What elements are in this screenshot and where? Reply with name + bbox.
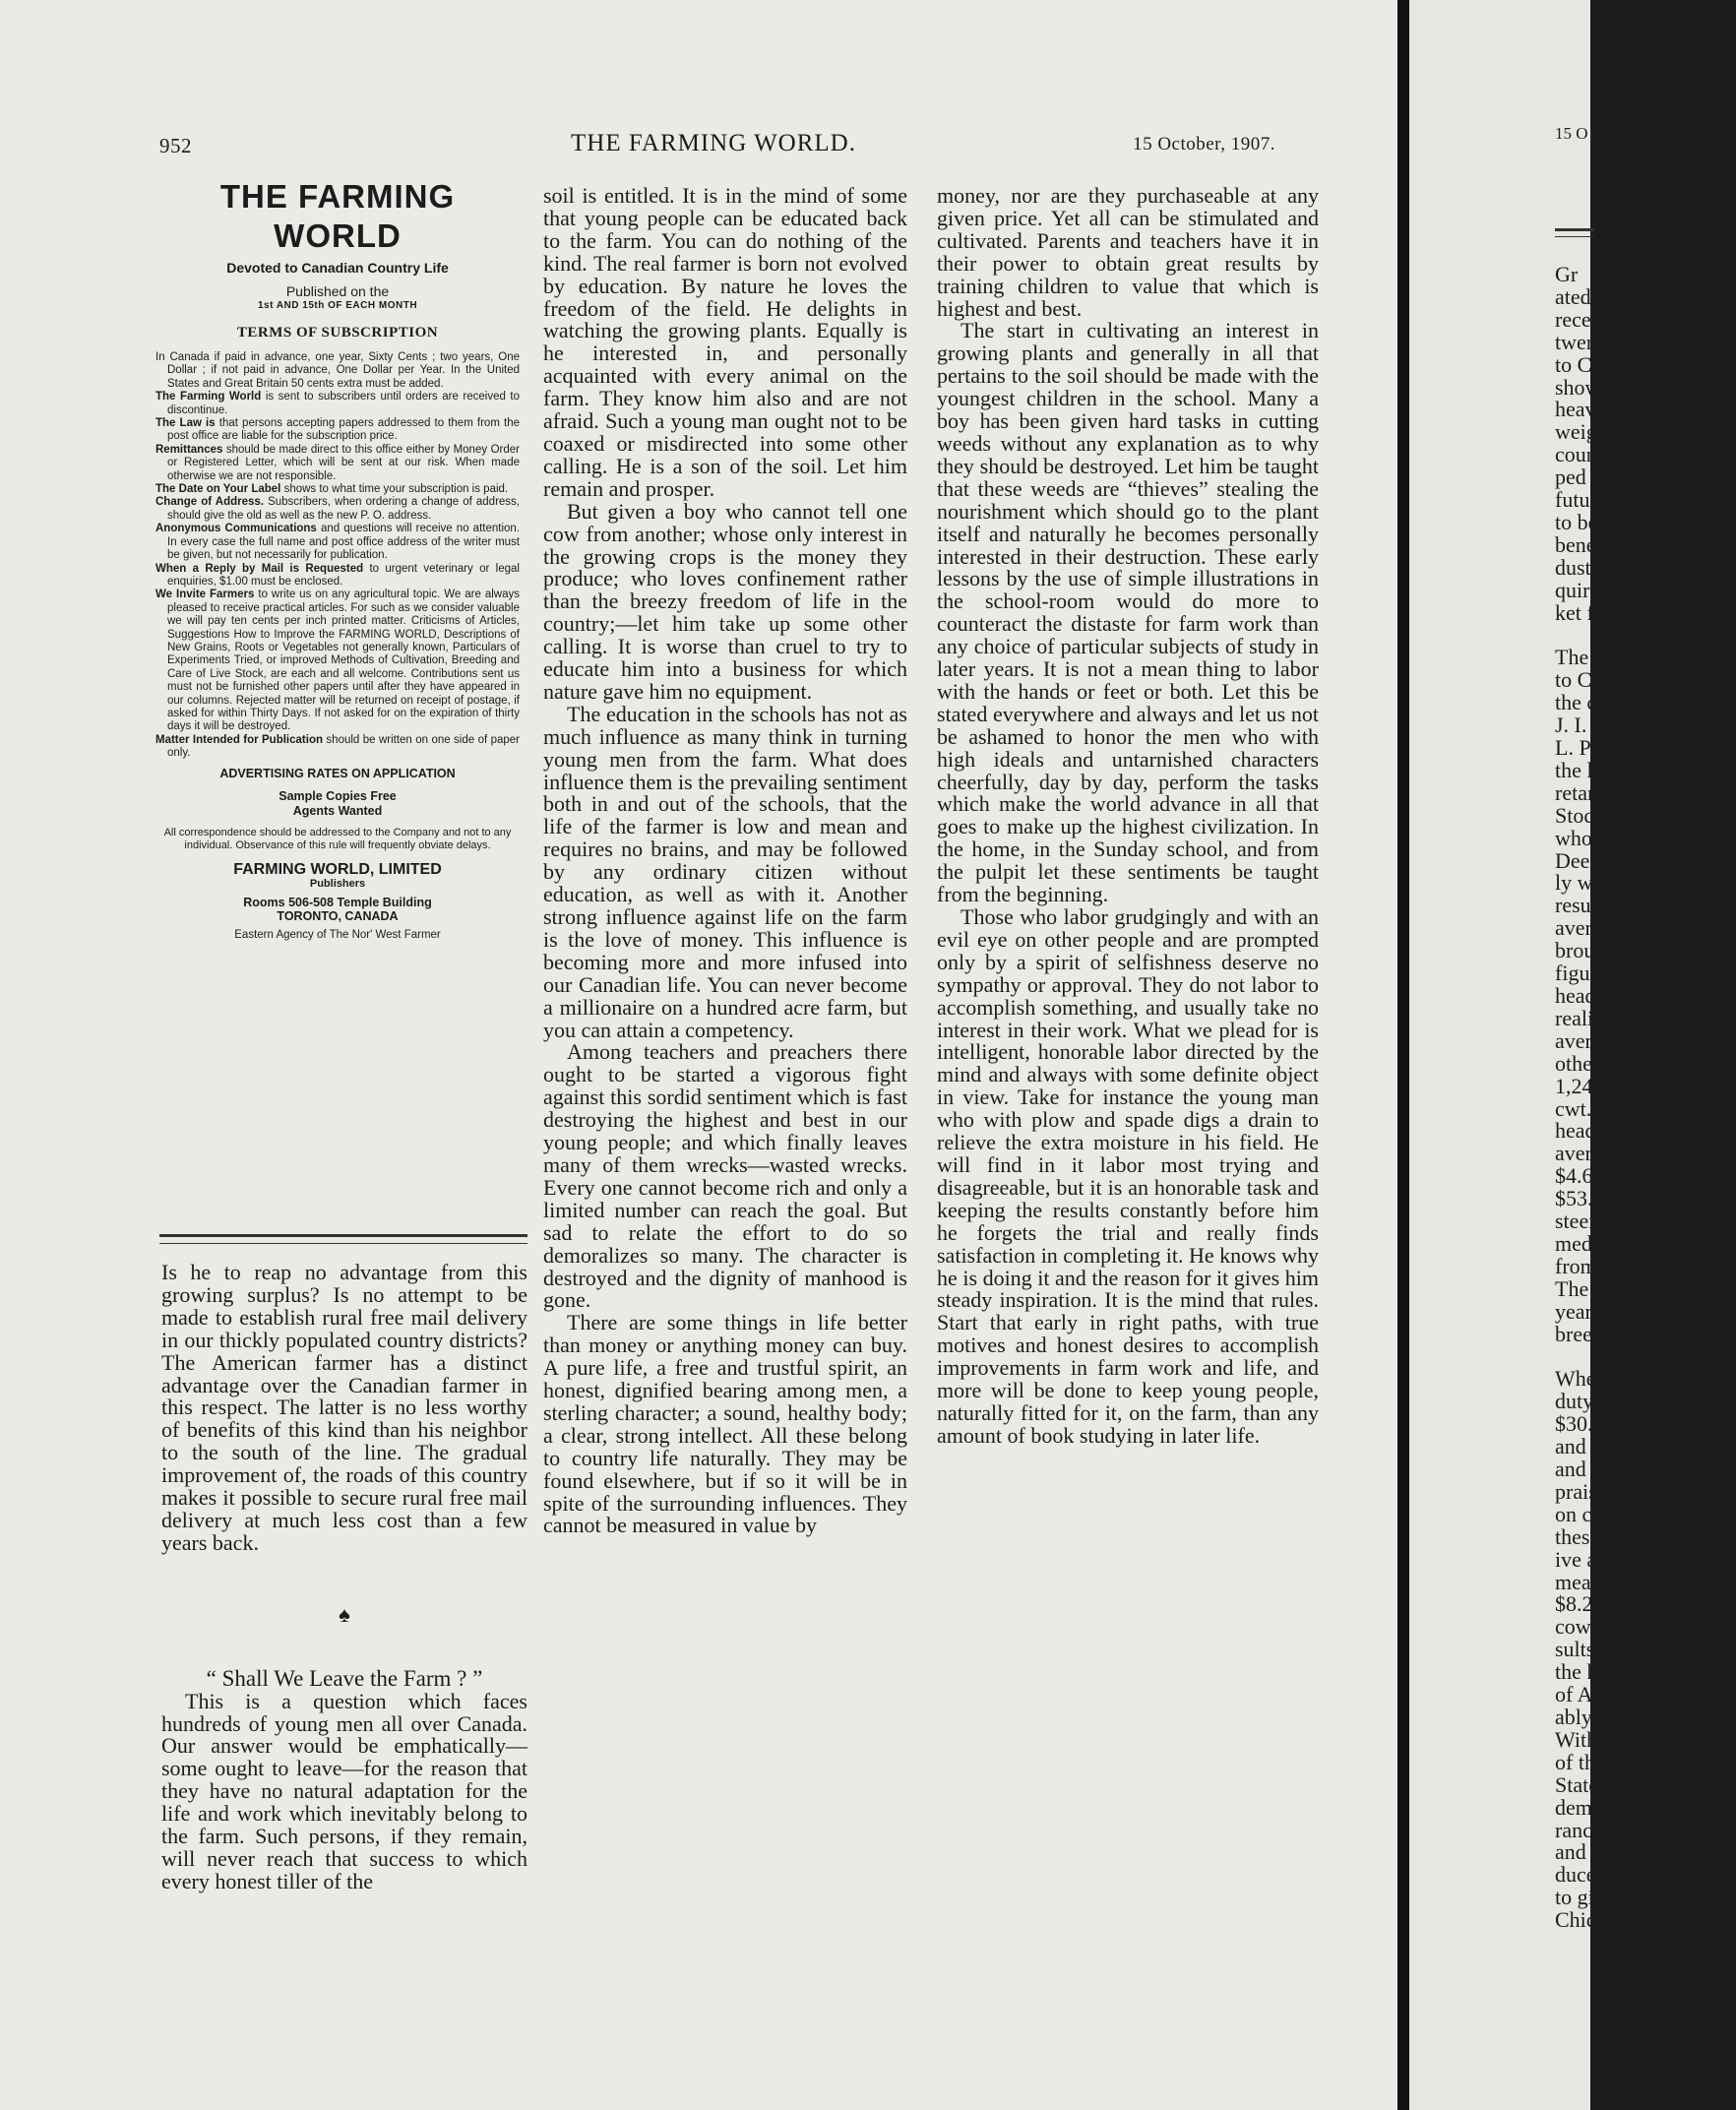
facing-page-line: ranchers	[1555, 1817, 1629, 1842]
facing-page-line: ped t	[1555, 465, 1598, 490]
facing-page-line: the hea	[1555, 1659, 1617, 1685]
facing-page-line: show	[1555, 374, 1601, 400]
facing-page-line: quire	[1555, 577, 1600, 602]
facing-page-line: averag	[1555, 1027, 1613, 1053]
paragraph: This is a question which faces hundreds of young men all over Canada. Our answer would be emphatically—some ought to leave—for the reason that they have no natural adaptation for the life and work which inevitably belong to the farm. Such persons, if they remain, will never reach that success to which every honest tiller of the	[161, 1688, 527, 1893]
masthead-title: THE FARMING WORLD	[219, 178, 456, 254]
facing-page-header: 15 O	[1555, 124, 1588, 143]
terms-body	[155, 351, 520, 761]
notes-list	[155, 391, 520, 760]
facing-page-line: heav	[1555, 397, 1596, 422]
facing-page-line: ket f	[1555, 599, 1594, 625]
facing-page-line: figure	[1555, 961, 1607, 986]
facing-page-line: twen	[1555, 329, 1597, 354]
note-label: Matter Intended for Publication	[155, 733, 323, 746]
published-line: Published on the	[285, 283, 390, 299]
masthead-note	[155, 496, 520, 523]
terms-text: In Canada if paid in advance, one year, Sixty Cents ; two years, One Dollar ; if not paid in advance, One Dollar per Year. In the United States and Great Britain 50 cents extra must be added.	[155, 351, 520, 390]
masthead-note	[155, 444, 520, 483]
terms-heading: TERMS OF SUBSCRIPTION	[236, 325, 439, 341]
facing-page-line: The	[1555, 645, 1589, 670]
column-1	[161, 1262, 527, 1893]
facing-page-line: to give	[1555, 1885, 1615, 1910]
facing-page	[1409, 0, 1634, 2110]
facing-page-line: ably ma	[1555, 1704, 1625, 1729]
facing-page-line: to C	[1555, 351, 1592, 377]
city-address: TORONTO, CANADA	[277, 908, 399, 923]
facing-page-line: year-ol	[1555, 1298, 1616, 1324]
facing-page-line: ly we	[1555, 870, 1603, 896]
facing-page-line: averag	[1555, 915, 1613, 941]
note-text: should be written on one side of paper only.	[167, 733, 520, 760]
column-2	[543, 185, 907, 1537]
masthead-note	[155, 417, 520, 444]
facing-page-line: Deer.	[1555, 847, 1602, 873]
facing-page-line: result	[1555, 893, 1603, 918]
masthead-note	[155, 391, 520, 417]
facing-page-line: When	[1555, 1366, 1607, 1392]
masthead-note	[155, 483, 520, 496]
facing-page-line: head;	[1555, 1118, 1602, 1144]
facing-page-line: retary	[1555, 779, 1606, 805]
facing-page-line: mediur	[1555, 1230, 1617, 1256]
facing-page-line: of Alber	[1555, 1682, 1627, 1707]
paragraph: money, nor are they purchaseable at any given price. Yet all can be stimulated and cultivated. Parents and teachers have it in their power to obtain great results by training children to value that which is highest and best.	[937, 183, 1319, 321]
masthead-tagline: Devoted to Canadian Country Life	[226, 260, 449, 276]
sample-copies: Sample Copies Free	[279, 788, 397, 803]
facing-page-line: head,	[1555, 982, 1602, 1008]
facing-page-rule	[1555, 228, 1594, 237]
facing-page-line: praisem	[1555, 1478, 1624, 1504]
facing-page-line: futur	[1555, 487, 1597, 513]
facing-page-line: $4.60 p	[1555, 1163, 1620, 1189]
facing-page-line: $30.00	[1555, 1411, 1615, 1437]
note-text: is sent to subscribers until orders are received to discontinue.	[167, 391, 520, 416]
facing-page-line	[1555, 625, 1736, 648]
paragraph: soil is entitled. It is in the mind of some that young people can be educated back to the farm. You can do nothing of the kind. The real farmer is born not evolved by education. By nature he loves the freedom of the field. He delights in watching the growing plants. Equally is he interested in, and personally acquainted with every animal on the farm. They know him also and are not afraid. Such a young man ought not to be coaxed or misdirected into some other calling. He is a son of the soil. Let him remain and prosper.	[543, 183, 907, 501]
facing-page-line: on cow	[1555, 1501, 1619, 1526]
note-text: and questions will receive no attention. In every case the full name and post office address of the writer must be given, but not necessarily for publication.	[167, 523, 521, 562]
facing-page-line: coun	[1555, 442, 1597, 467]
facing-page-line: L. Po	[1555, 735, 1602, 761]
facing-page-line: the c	[1555, 690, 1597, 715]
facing-page-line: $53.34	[1555, 1186, 1615, 1211]
masthead-note	[155, 734, 520, 761]
note-label: When a Reply by Mail is Requested	[155, 562, 364, 575]
note-text: shows to what time your subscription is paid.	[280, 483, 509, 496]
paragraph: The start in cultivating an interest in growing plants and generally in all that pertains to the soil should be made with the youngest children in the school. Many a boy has been given hard tasks in cutting weeds without any explanation as to why they should be destroyed. Let him be taught that these weeds are “thieves” stealing the nourishment which should go to the plant itself and naturally he becomes personally interested in their destruction. These early lessons by the use of simple illustrations in the school-room would do more to counteract the distaste for farm work than any choice of particular subjects of study in later years. It is not a mean thing to labor with the hands or feet or both. Let this be stated everywhere and always and let us not be ashamed to honor the men who with high ideals and untarnished characters cheerfully, day by day, perform the tasks which make the world advance in all that goes to make up the highest civilization. In the home, in the Sunday school, and from the pulpit let these sentiments be taught from the beginning.	[937, 318, 1319, 907]
paragraph: Among teachers and preachers there ought to be started a vigorous fight against this sordid sentiment which is fast destroying the highest and best in our young people; and which finally leaves many of them wrecks—wasted wrecks. Every one cannot become rich and only a limited number can reach the goal. But sad to relate the effort to do so demoralizes so many. The character is destroyed and the dignity of manhood is gone.	[543, 1039, 907, 1313]
facing-page-line: from $	[1555, 1253, 1614, 1278]
facing-page-line: and $	[1555, 1434, 1603, 1459]
facing-page-line: benef	[1555, 531, 1603, 557]
note-label: Change of Address.	[155, 496, 264, 509]
note-label: We Invite Farmers	[155, 589, 255, 601]
masthead-note	[155, 523, 520, 562]
facing-page-line: J. I.	[1555, 713, 1587, 738]
masthead	[155, 177, 520, 1230]
facing-page-line: breedin	[1555, 1321, 1620, 1346]
company-name: FARMING WORLD, LIMITED	[233, 860, 442, 878]
facing-page-line: cows $9	[1555, 1614, 1627, 1640]
facing-page-line: and this	[1555, 1839, 1624, 1865]
facing-page-line: to Cl	[1555, 667, 1598, 693]
note-label: Anonymous Communications	[155, 523, 317, 535]
facing-page-text	[1555, 264, 1736, 1932]
facing-page-line: of the	[1555, 1749, 1605, 1774]
facing-page-line: ated	[1555, 283, 1591, 309]
facing-page-line	[1555, 1345, 1736, 1368]
note-text: Subscribers, when ordering a change of address, should give the old as well as the new P. O. address.	[167, 496, 520, 522]
facing-page-line: sults of	[1555, 1637, 1619, 1662]
note-label: Remittances	[155, 443, 223, 456]
facing-page-line: the la	[1555, 757, 1603, 782]
masthead-note	[155, 563, 520, 590]
facing-page-line: $8.25 to	[1555, 1591, 1627, 1617]
note-label: The Date on Your Label	[155, 483, 281, 496]
facing-page-line: recen	[1555, 306, 1602, 332]
paragraph: Is he to reap no advantage from this growing surplus? Is no attempt to be made to establish rural free mail delivery in our thickly populated country districts? The American farmer has a distinct advantage over the Canadian farmer in this respect. The latter is no less worthy of benefits of this kind than his neighbor to the south of the line. The gradual improvement of, the roads of this country makes it possible to secure rural free mail delivery at much less cost than a few years back.	[161, 1260, 527, 1555]
rooms-address: Rooms 506-508 Temple Building	[243, 895, 432, 909]
paragraph: But given a boy who cannot tell one cow from another; whose only interest in the growing crops is the money they produce; who loves confinement rather than the breezy freedom of life in the country;—let him take up some other calling. It is worse than cruel to try to educate him into a business for which nature gave him no equipment.	[543, 498, 907, 704]
facing-page-line: The ca	[1555, 1275, 1614, 1301]
page-number: 952	[159, 134, 192, 157]
facing-page-line: duty is	[1555, 1389, 1614, 1414]
facing-page-line: whose	[1555, 825, 1611, 850]
facing-page-line: means	[1555, 1569, 1611, 1594]
correspondence-note: All correspondence should be addressed to the Company and not to any individual. Observance of this rule will frequently obviate delays.	[163, 826, 512, 851]
column-3	[937, 185, 1319, 1448]
publishers-label: Publishers	[309, 877, 366, 890]
facing-page-line: other	[1555, 1050, 1600, 1076]
facing-page-line: Stock	[1555, 802, 1605, 828]
facing-page-line: and tha	[1555, 1457, 1619, 1481]
facing-page-line: steers	[1555, 1209, 1605, 1234]
article-heading: “ Shall We Leave the Farm ? ”	[206, 1665, 483, 1691]
masthead-note	[155, 589, 520, 733]
page-gutter	[1397, 0, 1409, 2110]
facing-page-line: cwt.,	[1555, 1095, 1597, 1121]
paragraph: There are some things in life better than money or anything money can buy. A pure life, a free and trustful spirit, an honest, dignified bearing among men, a sterling character; a sound, healthy body; a clear, strong intellect. All these belong to country life naturally. They may be found elsewhere, but if so it will be in spite of the surrounding influences. They cannot be measured in value by	[543, 1310, 907, 1538]
facing-page-line: demand	[1555, 1794, 1624, 1820]
facing-page-line: ive as r	[1555, 1546, 1618, 1572]
facing-page-line: broug	[1555, 938, 1606, 963]
facing-page-line: With th	[1555, 1726, 1620, 1752]
note-text: should be made direct to this office either by Money Order or Registered Letter, which will be sent at our risk. When made otherwise we are not responsible.	[167, 443, 520, 482]
facing-page-line: ducemen	[1555, 1862, 1634, 1888]
paragraph: Those who labor grudgingly and with an evil eye on other people and are prompted only by a spirit of selfishness deserve no sympathy or approval. They do not labor to accomplish something, and usually take no interest in their work. What we plead for is intelligent, honorable labor directed by the mind and always with some definite object in view. Take for instance the young man who with plow and spade digs a drain to relieve the extra moisture in his field. He will find in it labor most trying and disagreeable, but it is an honorable task and keeping the results constantly before him he forgets the trial and really finds satisfaction in completing it. He knows why he is doing it and the reason for it gives him steady inspiration. It is the mind that rules. Start that early in right paths, with true motives and honest desires to accomplish improvements in farm work and life, and more will be done to keep young people, naturally fitted for it, on the farm, than any amount of book studying in later life.	[937, 904, 1319, 1448]
note-text: to write us on any agricultural topic. We are always pleased to receive practical articles. For such as we consider valuable we will pay ten cents per inch printed matter. Criticisms of Articles, Suggestions How to Improve the FARMING WORLD, Descriptions of New Grains, Roots or Vegetables not generally known, Particulars of Experiments Tried, or improved Methods of Cultivation, Breeding and Care of Live Stock, are each and all welcome. Contributions sent us must not be furnished other papers until after they have appeared in our columns. Rejected matter will be returned on receipt of postage, if asked for within Thirty Days. If not asked for on the expiration of thirty days it will be destroyed.	[167, 589, 520, 733]
paragraph: The education in the schools has not as much influence as many think in turning young men from the farm. What does influence them is the prevailing sentiment both in and out of the schools, that the life of the farmer is low and mean and requires no brains, and may be followed by any ordinary citizen without education, as well as with it. Another strong influence against life on the farm is the love of money. This influence is becoming more and more infused into our Canadian life. You can never become a millionaire on a hundred acre farm, but you can attain a competency.	[543, 701, 907, 1042]
eastern-agency: Eastern Agency of The Nor' West Farmer	[234, 928, 441, 941]
issue-date: 15 October, 1907.	[1133, 134, 1275, 155]
note-text: that persons accepting papers addressed to them from the post office are liable for the subscription price.	[167, 417, 521, 443]
running-head	[159, 130, 1301, 163]
facing-page-line: Gr	[1555, 262, 1579, 286]
facing-page-line: States,	[1555, 1771, 1613, 1797]
facing-page-line: these fi	[1555, 1523, 1619, 1549]
advertising-rates: ADVERTISING RATES ON APPLICATION	[219, 766, 456, 780]
running-title: THE FARMING WORLD.	[571, 130, 856, 156]
facing-page-line: weig	[1555, 419, 1597, 445]
spade-ornament-icon: ♠	[339, 1601, 350, 1627]
agents-wanted: Agents Wanted	[292, 803, 383, 818]
note-label: The Law is	[155, 417, 216, 430]
published-schedule: 1st AND 15th OF EACH MONTH	[257, 300, 418, 311]
facing-page-line: to be	[1555, 509, 1598, 534]
facing-page-line: 1,245 p	[1555, 1073, 1620, 1098]
masthead-rule	[159, 1234, 527, 1244]
facing-page-line: dustr	[1555, 554, 1598, 580]
facing-page-line: realize	[1555, 1005, 1613, 1030]
facing-page-line: averag	[1555, 1141, 1613, 1166]
note-label: The Farming World	[155, 391, 262, 403]
facing-page-line: Chicago	[1555, 1907, 1628, 1933]
note-text: to urgent veterinary or legal enquiries, $1.00 must be enclosed.	[167, 562, 520, 588]
